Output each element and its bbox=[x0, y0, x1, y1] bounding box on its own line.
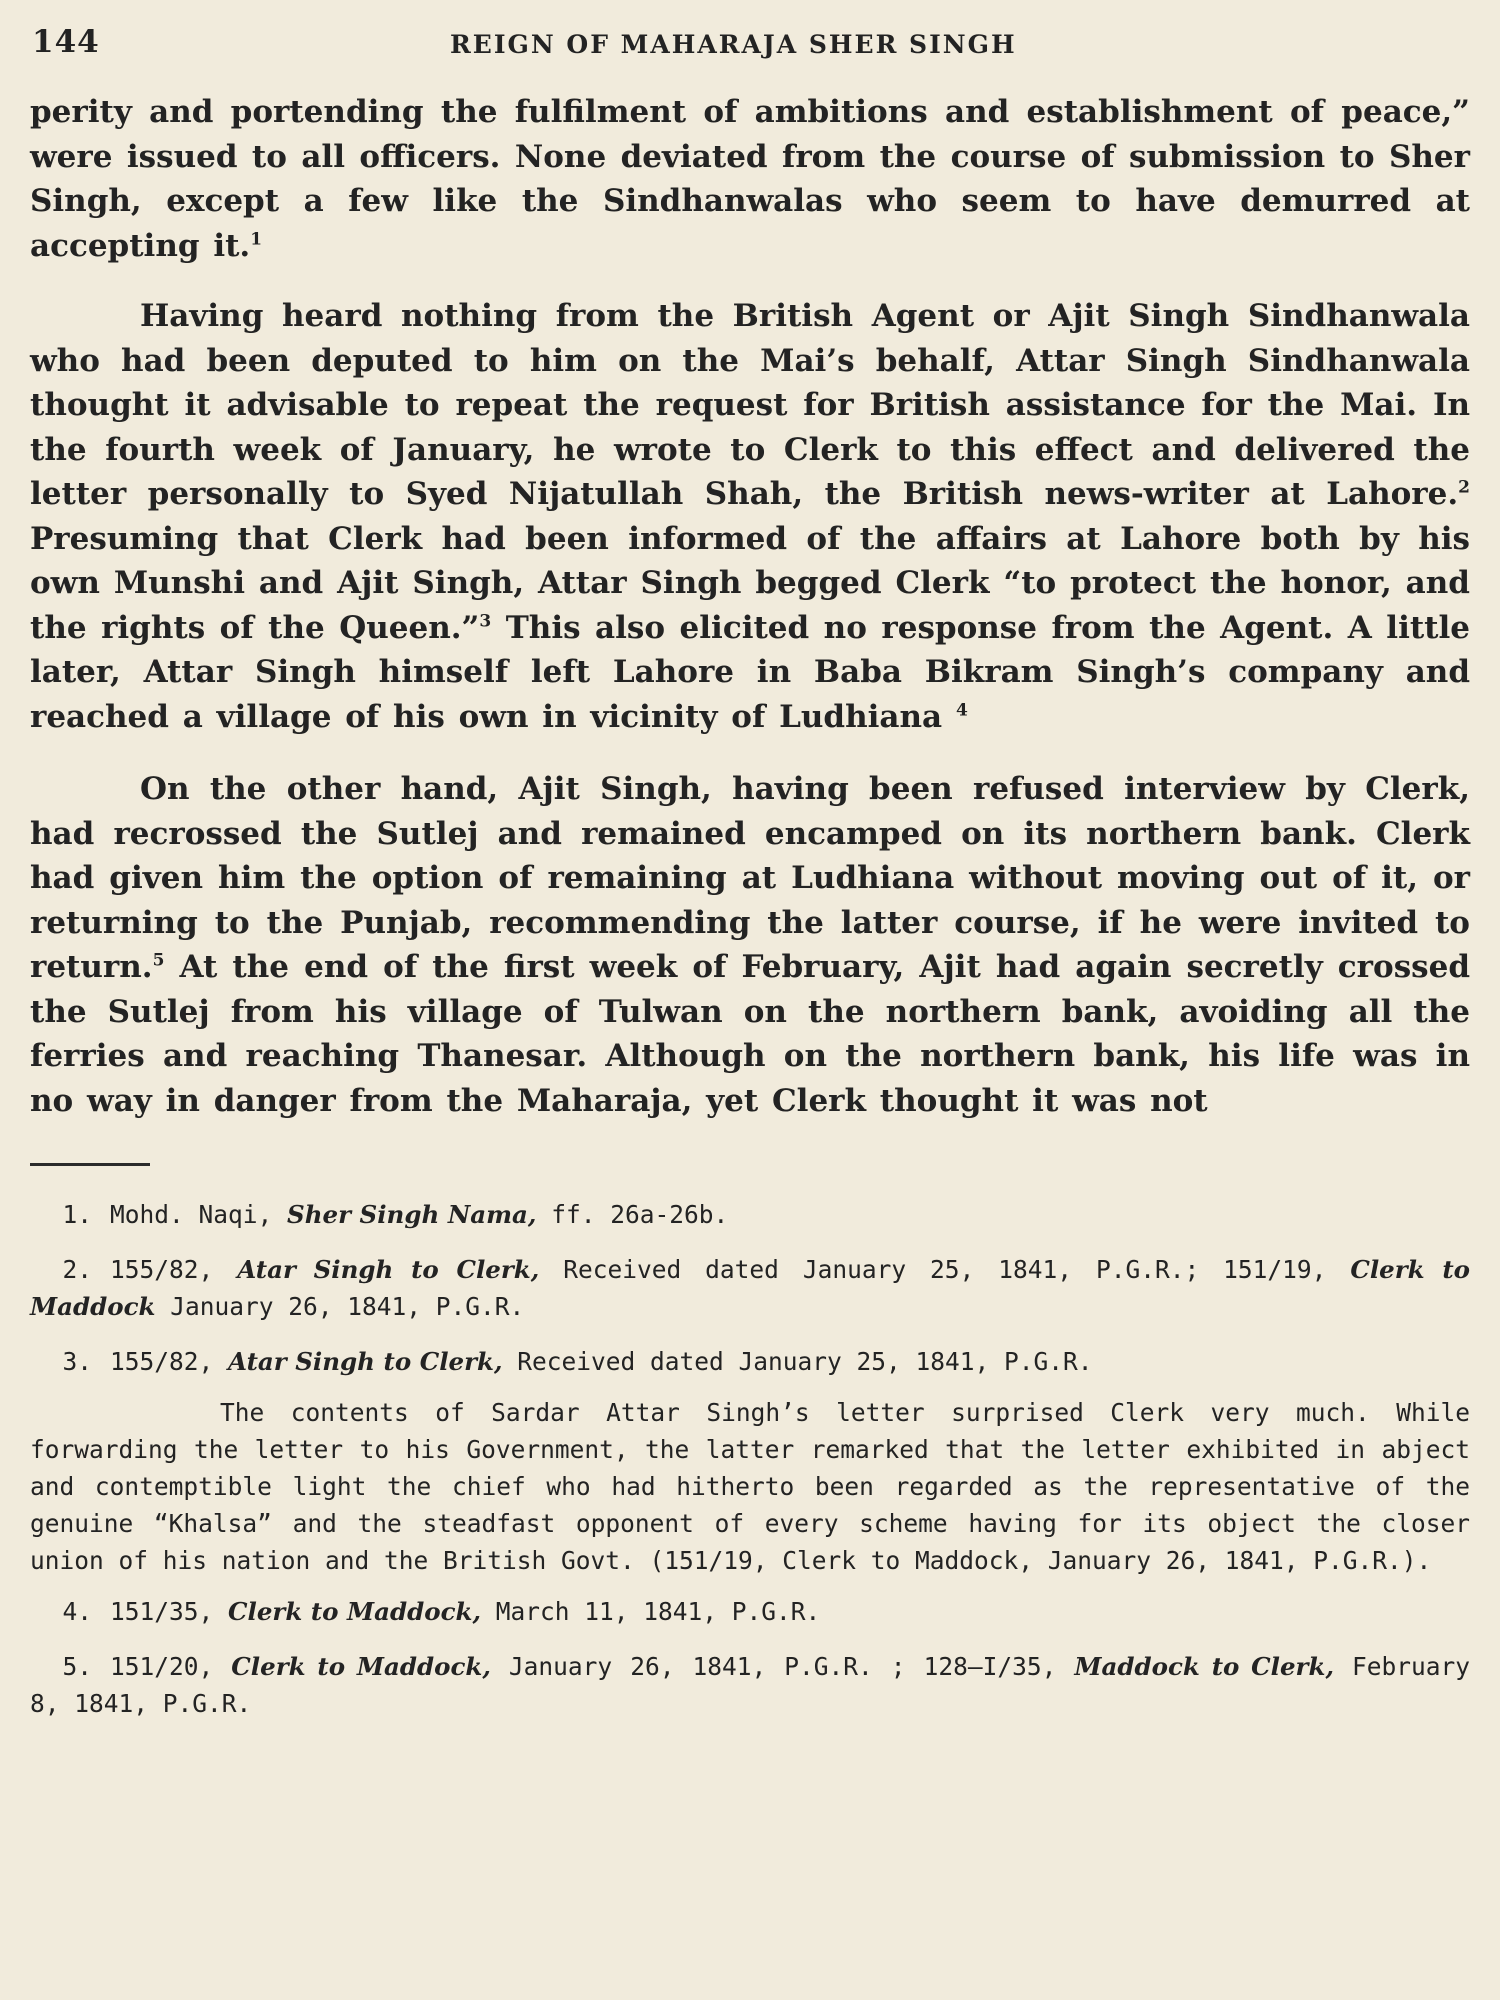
footnote-text: Mohd. Naqi, bbox=[110, 1200, 288, 1229]
footnote-3-commentary bbox=[30, 1394, 1470, 1579]
page-number: 144 bbox=[32, 24, 100, 60]
footnote-title: Maddock to Clerk, bbox=[1074, 1652, 1334, 1681]
paragraph-2-seg-3: This also elicited no response from the Agent. A little later, Attar Singh himself left Lahore in Baba Bikram Singh’s company and reached a village of his own in vicinity of Ludhiana bbox=[30, 609, 1470, 735]
footnote-text: ff. 26a-26b. bbox=[536, 1200, 729, 1229]
footnote-text: February 8, 1841, P.G.R. bbox=[30, 1652, 1471, 1718]
footnote-text: 151/20, bbox=[110, 1652, 232, 1681]
footnote-title: Sher Singh Nama, bbox=[287, 1200, 537, 1229]
footnote-title: Atar Singh to Clerk, bbox=[237, 1255, 540, 1284]
footnote-text: 151/35, bbox=[110, 1597, 229, 1626]
footnote-ref-3: 3 bbox=[479, 611, 492, 632]
paragraph-1 bbox=[30, 90, 1470, 268]
footnote-number: 4. bbox=[62, 1597, 92, 1626]
footnotes bbox=[30, 1196, 1470, 1722]
footnote-ref-1: 1 bbox=[250, 229, 263, 250]
footnote-number: 2. bbox=[62, 1255, 92, 1284]
footnote-3 bbox=[30, 1343, 1470, 1380]
footnote-text: The contents of Sardar Attar Singh’s letter surprised Clerk very much. While forwarding the letter to his Government, the latter remarked that the letter exhibited in abject and contemptible light the chief who had hitherto been regarded as the representative of the genuine “Khalsa” and the steadfast opponent of every scheme having for its object the closer union of his nation and the British Govt. (151/19, bbox=[30, 1398, 1470, 1575]
paragraph-1-text: perity and portending the fulfilment of ambitions and establishment of peace,” were issued to all officers. None deviated from the course of submission to Sher Singh, except a few like the Sindhanwalas who seem to have demurred at accepting it. bbox=[30, 94, 1470, 264]
paragraph-3-seg-1: On the other hand, Ajit Singh, having been refused interview by Clerk, had recrossed the Sutlej and remained encamped on its northern bank. Clerk had given him the option of remaining at Ludhiana without moving out of it, or returning to the Punjab, recommending the latter course, if he were invited to return. bbox=[30, 771, 1470, 985]
footnote-ref-4: 4 bbox=[955, 700, 968, 721]
paragraph-2 bbox=[30, 294, 1470, 739]
footnote-number: 3. bbox=[62, 1347, 92, 1376]
paragraph-2-seg-1: Having heard nothing from the British Agent or Ajit Singh Sindhanwala who had been deputed to him on the Mai’s behalf, Attar Singh Sindhanwala thought it advisable to repeat the request for British assistance for the Mai. In the fourth week of January, he wrote to Clerk to this effect and delivered the letter personally to Syed Nijatullah Shah, the British news-writer at Lahore. bbox=[30, 298, 1470, 512]
footnote-text: January 26, 1841, P.G.R. ; 128–I/35, bbox=[490, 1652, 1075, 1681]
page-header bbox=[30, 24, 1470, 64]
footnote-separator bbox=[30, 1163, 150, 1166]
running-head: REIGN OF MAHARAJA SHER SINGH bbox=[450, 30, 1017, 59]
book-page bbox=[30, 24, 1470, 1974]
footnote-text: January 26, 1841, P.G.R.). bbox=[1033, 1546, 1432, 1575]
footnote-title: Clerk to Maddock, bbox=[231, 1652, 491, 1681]
footnote-2 bbox=[30, 1251, 1470, 1325]
footnote-ref-5: 5 bbox=[152, 950, 165, 971]
paragraph-2-seg-2: Presuming that Clerk had been informed of the affairs at Lahore both by his own Munshi and Ajit Singh, Attar Singh begged Clerk “to protect the honor, and the rights of the Queen.” bbox=[30, 520, 1470, 646]
footnote-title: Clerk to Maddock, bbox=[228, 1597, 482, 1626]
footnote-number: 5. bbox=[62, 1652, 92, 1681]
footnote-text: 155/82, bbox=[110, 1347, 229, 1376]
footnote-ref-2: 2 bbox=[1458, 477, 1470, 498]
footnote-5 bbox=[30, 1648, 1470, 1722]
footnote-title: Clerk to Maddock bbox=[30, 1255, 1471, 1321]
footnote-text: Received dated January 25, 1841, P.G.R. bbox=[502, 1347, 1093, 1376]
footnote-text: January 26, 1841, P.G.R. bbox=[155, 1292, 525, 1321]
paragraph-3-seg-2: At the end of the first week of February, Ajit had again secretly crossed the Sutlej from his village of Tulwan on the northern bank, avoiding all the ferries and reaching Thanesar. Although on the northern bank, his life was in no way in danger from the Maharaja, yet Clerk thought it was not bbox=[30, 949, 1470, 1119]
footnote-title: Atar Singh to Clerk, bbox=[228, 1347, 503, 1376]
main-text bbox=[30, 90, 1470, 1123]
footnote-4 bbox=[30, 1593, 1470, 1630]
footnote-text: 155/82, bbox=[110, 1255, 238, 1284]
paragraph-3 bbox=[30, 767, 1470, 1123]
footnote-number: 1. bbox=[62, 1200, 92, 1229]
footnote-title: Clerk to Maddock, bbox=[782, 1546, 1034, 1575]
footnote-1 bbox=[30, 1196, 1470, 1233]
footnote-text: Received dated January 25, 1841, P.G.R.; 151/19, bbox=[539, 1255, 1351, 1284]
footnote-text: March 11, 1841, P.G.R. bbox=[481, 1597, 821, 1626]
